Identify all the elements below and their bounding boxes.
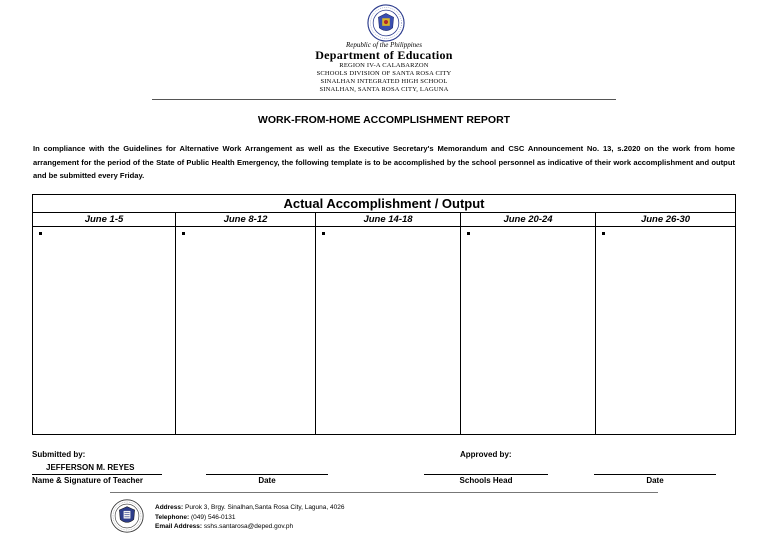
- date-caption-2: Date: [646, 476, 664, 485]
- footer-contact-info: [155, 503, 344, 532]
- bullet-icon: [39, 232, 42, 235]
- region-text: REGION IV-A CALABARZON: [339, 62, 429, 69]
- column-header: June 1-5: [33, 213, 175, 227]
- letterhead: [230, 41, 538, 94]
- column-week-5: [596, 213, 735, 434]
- school-text: SINALHAN INTEGRATED HIGH SCHOOL: [320, 78, 448, 85]
- column-header: June 8-12: [176, 213, 315, 227]
- column-week-3: [316, 213, 461, 434]
- email-value[interactable]: sshs.santarosa@deped.gov.ph: [203, 523, 294, 530]
- approved-by-label: Approved by:: [460, 450, 512, 459]
- teacher-caption: Name & Signature of Teacher: [32, 476, 143, 485]
- date-caption-1: Date: [258, 476, 276, 485]
- intro-paragraph: In compliance with the Guidelines for Alternative Work Arrangement as well as the Executive Secretary's Memorandum and CSC Announcement No. 13, s.2020 on the work from home arrangement for the period of the State of Public Health Emergency, the following template is to be accomplished by the school personnel as indicative of their work accomplishment and output and be submitted every Friday.: [33, 144, 735, 180]
- bullet-icon: [322, 232, 325, 235]
- location-text: SINALHAN, SANTA ROSA CITY, LAGUNA: [319, 86, 449, 93]
- address-value: Purok 3, Brgy. Sinalhan,Santa Rosa City, Laguna, 4026: [185, 504, 345, 511]
- column-header: June 20-24: [461, 213, 595, 227]
- head-signature-line: [424, 474, 548, 475]
- column-header: June 14-18: [316, 213, 460, 227]
- bullet-icon: [602, 232, 605, 235]
- telephone-row: [155, 513, 344, 523]
- republic-text: Republic of the Philippines: [345, 41, 422, 49]
- email-row: [155, 522, 344, 532]
- column-header: June 26-30: [596, 213, 735, 227]
- footer-divider: [110, 492, 658, 493]
- bullet-icon: [467, 232, 470, 235]
- header-divider: [152, 99, 616, 100]
- email-label: Email Address:: [155, 523, 203, 530]
- date-line-2: [594, 474, 716, 475]
- telephone-label: Telephone:: [155, 513, 190, 521]
- submitted-by-label: Submitted by:: [32, 450, 86, 459]
- date-line-1: [206, 474, 328, 475]
- telephone-value: (049) 546-0131: [191, 513, 236, 521]
- school-logo-icon: [110, 499, 144, 533]
- column-week-2: [176, 213, 316, 434]
- head-caption: Schools Head: [459, 476, 513, 485]
- column-week-1: [33, 213, 176, 434]
- column-week-4: [461, 213, 596, 434]
- teacher-signature-line: [32, 474, 162, 475]
- accomplishment-table: [32, 194, 736, 435]
- address-row: [155, 503, 344, 513]
- division-text: SCHOOLS DIVISION OF SANTA ROSA CITY: [316, 70, 452, 77]
- deped-seal-icon: [367, 4, 405, 42]
- report-title: WORK-FROM-HOME ACCOMPLISHMENT REPORT: [257, 114, 511, 126]
- teacher-name: JEFFERSON M. REYES: [46, 463, 135, 472]
- address-label: Address:: [155, 504, 184, 511]
- table-title: Actual Accomplishment / Output: [33, 195, 735, 213]
- department-name: Department of Education: [315, 48, 453, 62]
- bullet-icon: [182, 232, 185, 235]
